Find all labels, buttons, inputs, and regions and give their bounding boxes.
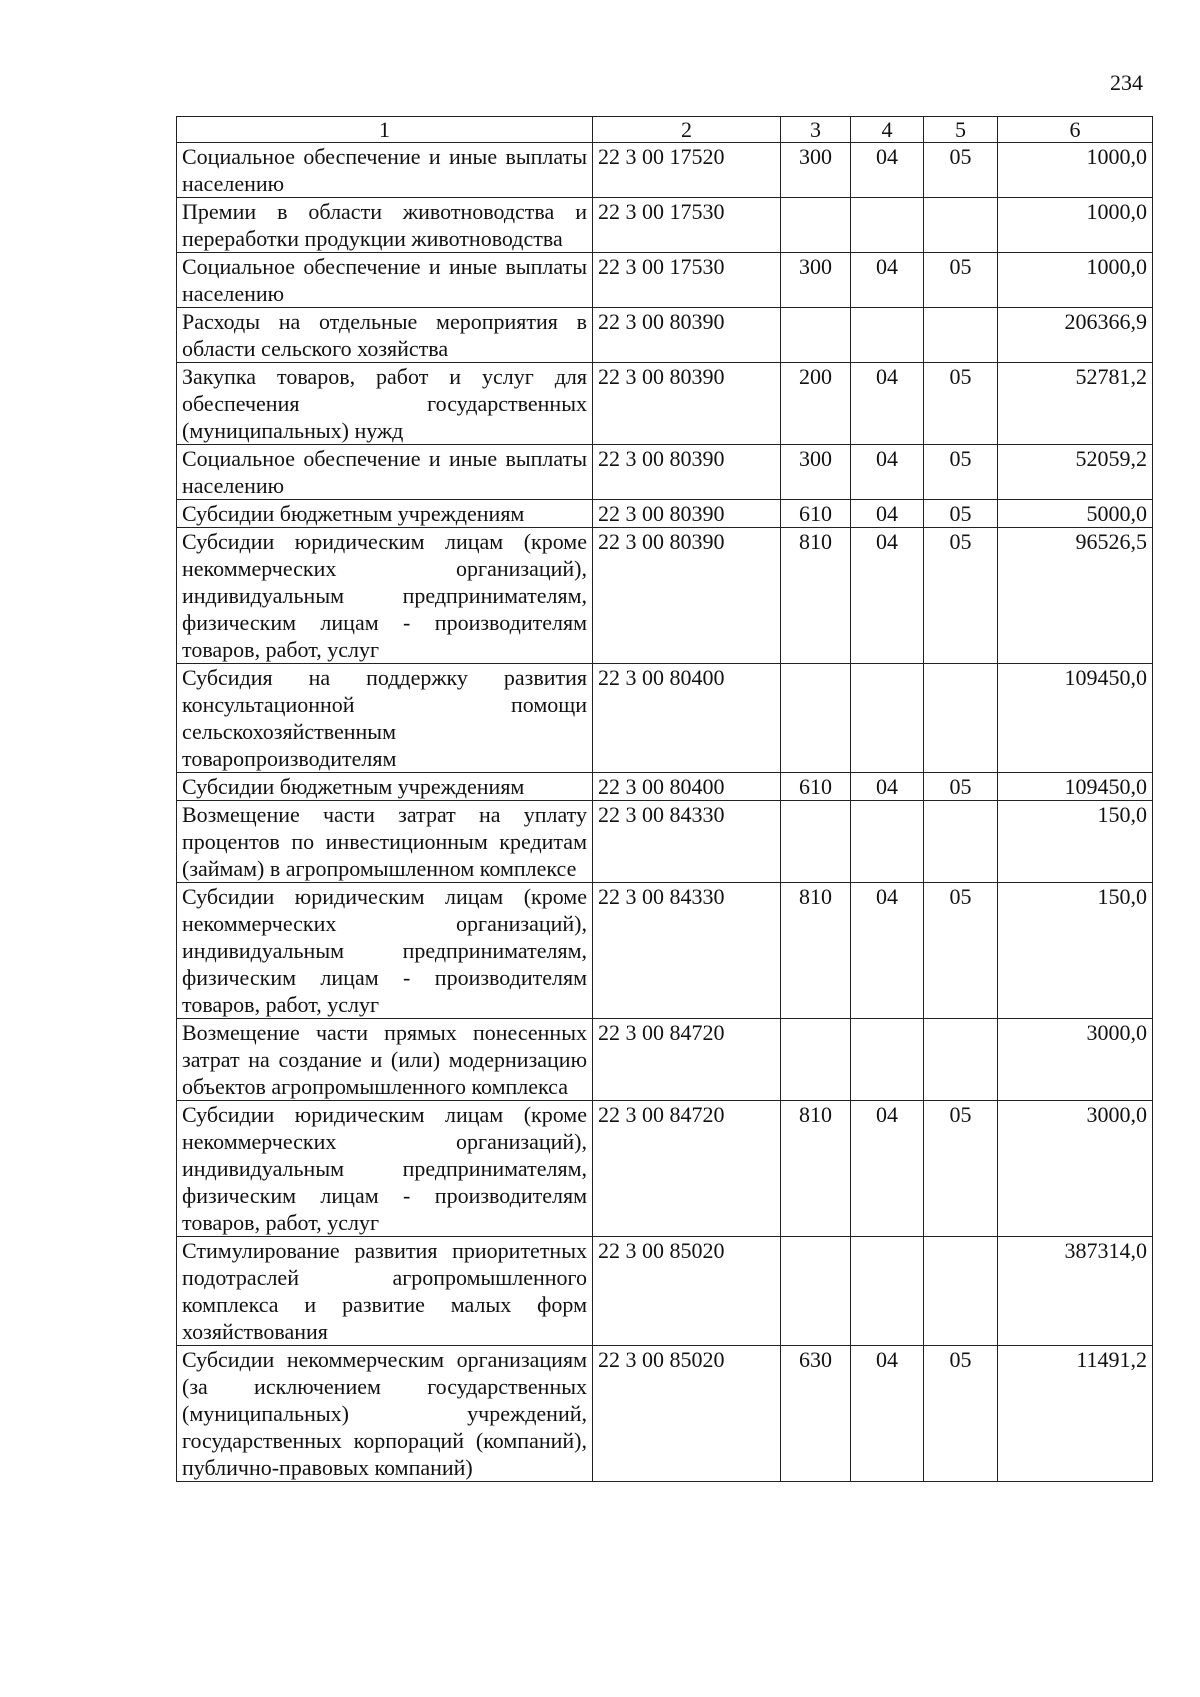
- row-name-cell: Возмещение части затрат на уплату процентов по инвестиционным кредитам (займам) в агропромышленном комплексе: [177, 801, 593, 883]
- table-row: [177, 445, 1153, 500]
- header-col-6: 6: [998, 117, 1153, 143]
- row-vr-cell: 300: [781, 143, 851, 198]
- row-rz-cell: 04: [851, 528, 924, 664]
- row-rz-cell: 04: [851, 143, 924, 198]
- row-pr-cell: 05: [924, 253, 998, 308]
- row-rz-cell: [851, 308, 924, 363]
- row-code-cell: 22 3 00 80390: [593, 445, 781, 500]
- row-vr-cell: [781, 198, 851, 253]
- table-row: [177, 1019, 1153, 1101]
- row-vr-cell: 810: [781, 528, 851, 664]
- row-rz-cell: 04: [851, 773, 924, 801]
- header-col-4: 4: [851, 117, 924, 143]
- row-pr-cell: 05: [924, 883, 998, 1019]
- row-name-cell: Социальное обеспечение и иные выплаты населению: [177, 253, 593, 308]
- table-row: [177, 1101, 1153, 1237]
- table-row: [177, 664, 1153, 773]
- row-pr-cell: [924, 664, 998, 773]
- row-code-cell: 22 3 00 80390: [593, 500, 781, 528]
- row-rz-cell: [851, 1237, 924, 1346]
- row-sum-cell: 150,0: [998, 883, 1153, 1019]
- table-row: [177, 308, 1153, 363]
- row-name-cell: Расходы на отдельные мероприятия в области сельского хозяйства: [177, 308, 593, 363]
- row-code-cell: 22 3 00 85020: [593, 1237, 781, 1346]
- row-pr-cell: 05: [924, 500, 998, 528]
- row-pr-cell: [924, 198, 998, 253]
- row-name-cell: Социальное обеспечение и иные выплаты населению: [177, 143, 593, 198]
- row-name-cell: Субсидия на поддержку развития консультационной помощи сельскохозяйственным товаропроизводителям: [177, 664, 593, 773]
- row-code-cell: 22 3 00 80390: [593, 308, 781, 363]
- row-vr-cell: 610: [781, 773, 851, 801]
- row-name-cell: Субсидии бюджетным учреждениям: [177, 773, 593, 801]
- row-vr-cell: 610: [781, 500, 851, 528]
- row-pr-cell: 05: [924, 1101, 998, 1237]
- row-code-cell: 22 3 00 17520: [593, 143, 781, 198]
- row-code-cell: 22 3 00 80390: [593, 363, 781, 445]
- row-name-cell: Субсидии юридическим лицам (кроме некоммерческих организаций), индивидуальным предпринимателям, физическим лицам - производителям товаров, работ, услуг: [177, 528, 593, 664]
- row-rz-cell: [851, 801, 924, 883]
- row-code-cell: 22 3 00 80400: [593, 773, 781, 801]
- row-vr-cell: [781, 664, 851, 773]
- row-code-cell: 22 3 00 17530: [593, 198, 781, 253]
- row-sum-cell: 3000,0: [998, 1019, 1153, 1101]
- row-sum-cell: 96526,5: [998, 528, 1153, 664]
- row-pr-cell: 05: [924, 773, 998, 801]
- row-rz-cell: 04: [851, 1101, 924, 1237]
- row-name-cell: Субсидии юридическим лицам (кроме некоммерческих организаций), индивидуальным предпринимателям, физическим лицам - производителям товаров, работ, услуг: [177, 1101, 593, 1237]
- row-vr-cell: 810: [781, 1101, 851, 1237]
- row-code-cell: 22 3 00 80400: [593, 664, 781, 773]
- row-pr-cell: [924, 308, 998, 363]
- row-vr-cell: 810: [781, 883, 851, 1019]
- row-rz-cell: 04: [851, 1346, 924, 1482]
- table-row: [177, 773, 1153, 801]
- row-pr-cell: 05: [924, 528, 998, 664]
- row-pr-cell: [924, 1019, 998, 1101]
- row-sum-cell: 206366,9: [998, 308, 1153, 363]
- row-name-cell: Премии в области животноводства и переработки продукции животноводства: [177, 198, 593, 253]
- row-name-cell: Стимулирование развития приоритетных подотраслей агропромышленного комплекса и развитие малых форм хозяйствования: [177, 1237, 593, 1346]
- table-row: [177, 198, 1153, 253]
- table-body: [177, 143, 1153, 1482]
- row-pr-cell: [924, 1237, 998, 1346]
- row-vr-cell: [781, 1019, 851, 1101]
- header-col-3: 3: [781, 117, 851, 143]
- row-sum-cell: 109450,0: [998, 664, 1153, 773]
- row-name-cell: Закупка товаров, работ и услуг для обеспечения государственных (муниципальных) нужд: [177, 363, 593, 445]
- row-sum-cell: 387314,0: [998, 1237, 1153, 1346]
- row-sum-cell: 52781,2: [998, 363, 1153, 445]
- row-vr-cell: [781, 801, 851, 883]
- table-row: [177, 1237, 1153, 1346]
- row-name-cell: Социальное обеспечение и иные выплаты населению: [177, 445, 593, 500]
- table-row: [177, 1346, 1153, 1482]
- table-row: [177, 363, 1153, 445]
- row-sum-cell: 1000,0: [998, 253, 1153, 308]
- row-sum-cell: 11491,2: [998, 1346, 1153, 1482]
- row-code-cell: 22 3 00 17530: [593, 253, 781, 308]
- row-code-cell: 22 3 00 84720: [593, 1101, 781, 1237]
- row-sum-cell: 5000,0: [998, 500, 1153, 528]
- row-sum-cell: 52059,2: [998, 445, 1153, 500]
- budget-table: [176, 116, 1153, 1482]
- row-name-cell: Субсидии бюджетным учреждениям: [177, 500, 593, 528]
- row-rz-cell: 04: [851, 445, 924, 500]
- row-sum-cell: 1000,0: [998, 198, 1153, 253]
- row-vr-cell: 300: [781, 445, 851, 500]
- row-vr-cell: 630: [781, 1346, 851, 1482]
- header-col-2: 2: [593, 117, 781, 143]
- header-col-5: 5: [924, 117, 998, 143]
- row-rz-cell: [851, 1019, 924, 1101]
- row-name-cell: Субсидии юридическим лицам (кроме некоммерческих организаций), индивидуальным предпринимателям, физическим лицам - производителям товаров, работ, услуг: [177, 883, 593, 1019]
- table-header-row: [177, 117, 1153, 143]
- row-code-cell: 22 3 00 85020: [593, 1346, 781, 1482]
- row-rz-cell: 04: [851, 883, 924, 1019]
- row-rz-cell: [851, 664, 924, 773]
- table-row: [177, 883, 1153, 1019]
- row-pr-cell: 05: [924, 1346, 998, 1482]
- row-pr-cell: 05: [924, 445, 998, 500]
- row-rz-cell: 04: [851, 500, 924, 528]
- row-code-cell: 22 3 00 84330: [593, 801, 781, 883]
- row-rz-cell: 04: [851, 253, 924, 308]
- row-vr-cell: [781, 308, 851, 363]
- row-vr-cell: 300: [781, 253, 851, 308]
- row-name-cell: Субсидии некоммерческим организациям (за исключением государственных (муниципальных) учреждений, государственных корпораций (компаний), публично-правовых компаний): [177, 1346, 593, 1482]
- row-pr-cell: [924, 801, 998, 883]
- row-pr-cell: 05: [924, 143, 998, 198]
- table-row: [177, 143, 1153, 198]
- table-row: [177, 801, 1153, 883]
- row-sum-cell: 3000,0: [998, 1101, 1153, 1237]
- header-col-1: 1: [177, 117, 593, 143]
- row-vr-cell: [781, 1237, 851, 1346]
- page-number: 234: [1110, 70, 1143, 95]
- row-sum-cell: 109450,0: [998, 773, 1153, 801]
- table-row: [177, 253, 1153, 308]
- row-rz-cell: 04: [851, 363, 924, 445]
- row-code-cell: 22 3 00 80390: [593, 528, 781, 664]
- row-name-cell: Возмещение части прямых понесенных затрат на создание и (или) модернизацию объектов агропромышленного комплекса: [177, 1019, 593, 1101]
- row-vr-cell: 200: [781, 363, 851, 445]
- row-rz-cell: [851, 198, 924, 253]
- row-code-cell: 22 3 00 84720: [593, 1019, 781, 1101]
- table-row: [177, 528, 1153, 664]
- row-sum-cell: 150,0: [998, 801, 1153, 883]
- table-row: [177, 500, 1153, 528]
- row-pr-cell: 05: [924, 363, 998, 445]
- row-code-cell: 22 3 00 84330: [593, 883, 781, 1019]
- row-sum-cell: 1000,0: [998, 143, 1153, 198]
